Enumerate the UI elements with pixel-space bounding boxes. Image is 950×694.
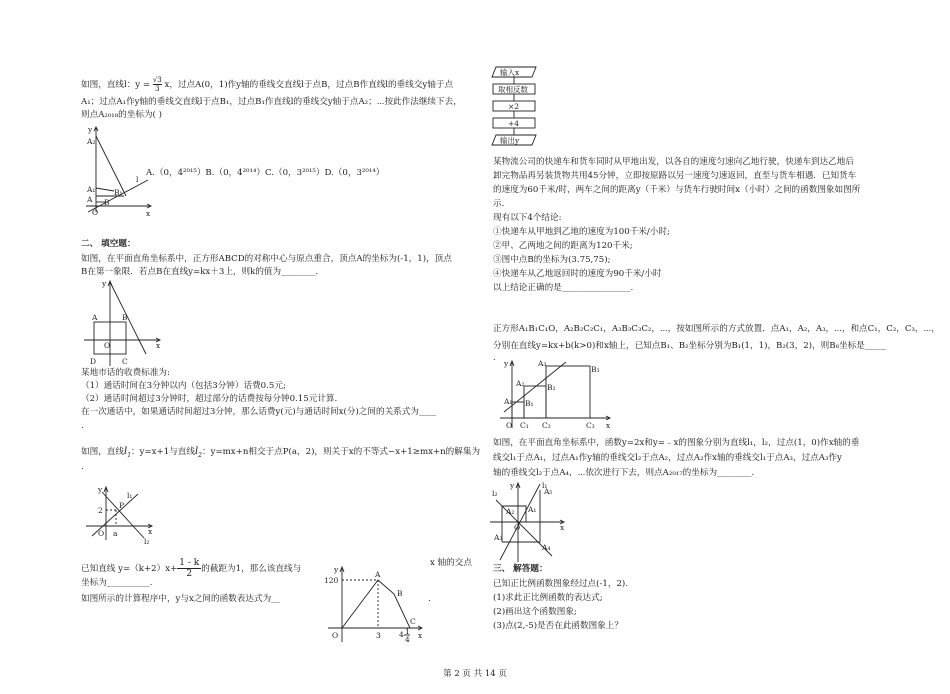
f6-l1-label: l₁ xyxy=(542,481,548,490)
f5-a1-label: A₁ xyxy=(504,397,513,406)
f5-c3-label: C₃ xyxy=(586,421,595,430)
f2-c-label: C xyxy=(122,357,128,366)
flow-negate: 取相反数 xyxy=(498,85,528,94)
f6-a2-label: A₂ xyxy=(506,507,515,516)
f5-a3-label: A₃ xyxy=(538,359,547,368)
f2-o-label: O xyxy=(104,341,111,350)
f4-x4-den: 4 xyxy=(405,635,410,644)
q1-line2: A₁；过点A₁作y轴的垂线交直线l于点B₁，过点B₁作直线l的垂线交y轴于点A₂；⋯按此作法继续下去， xyxy=(81,97,462,107)
q9-line3: 轴的垂线交l₂于点A₄，⋯依次进行下去，则点A₂₀₁₇的坐标为________. xyxy=(493,468,755,478)
q3-line2: （1）通话时间在3分钟以内（包括3分钟）话费0.5元; xyxy=(81,381,286,391)
f4-c-label: C xyxy=(410,617,416,626)
q7-line2: 卸完物品再另装货物共用45分钟，立即按原路以另一速度匀速返回，直至与货车相遇．已知货车 xyxy=(493,171,857,181)
f5-a2-label: A₂ xyxy=(516,379,525,388)
section2-heading: 二、 填空题： xyxy=(81,239,136,249)
q5-x-intercept-text: x 轴的交点 xyxy=(430,558,472,568)
q6-period: . xyxy=(428,594,431,604)
f1-x-label: x xyxy=(146,209,151,218)
q8-line3: . xyxy=(493,353,496,363)
f2-a-label: A xyxy=(92,313,98,322)
f1-o-label: O xyxy=(92,208,99,217)
f4-b-label: B xyxy=(397,589,403,598)
f3-l2-label: l₂ xyxy=(144,537,150,546)
q5-line2: 坐标为__________. xyxy=(81,578,153,588)
f1-a1-label: A₁ xyxy=(87,185,96,194)
f3-y-label: y xyxy=(98,485,103,494)
q7-conclusion3: ③图中点B的坐标为(3.75,75); xyxy=(493,255,611,265)
f4-a-label: A xyxy=(375,570,381,579)
q7-conclusion4: ④快递车从乙地返回时的速度为90千米/小时 xyxy=(493,269,662,279)
q4-line2: . xyxy=(81,462,84,472)
f6-l2-label: l₂ xyxy=(492,489,498,498)
q8-figure xyxy=(494,360,614,430)
q2-figure xyxy=(84,278,164,368)
q7-answer-line: 以上结论正确的是________________. xyxy=(493,283,634,293)
flow-input: 输入x xyxy=(500,68,520,77)
f5-y-label: y xyxy=(504,359,509,368)
q3-line3: （2）通话时间超过3分钟时，超过部分的话费按每分钟0.15元计算. xyxy=(81,394,338,404)
q7-conclusion1: ①快递车从甲地到乙地的速度为100千米/小时; xyxy=(493,227,670,237)
flowchart xyxy=(492,66,540,148)
q2-line1: 如图，在平面直角坐标系中，正方形ABCD的对称中心与原点重合，顶点A的坐标为(-1，1)，顶点 xyxy=(81,254,452,264)
f2-b-label: B xyxy=(122,313,128,322)
f4-o-label: O xyxy=(332,631,339,640)
q10-line4: (3)点(2,-5)是否在此函数图象上？ xyxy=(493,621,623,631)
f1-a-label: A xyxy=(87,195,93,204)
f6-y-label: y xyxy=(510,481,515,490)
f5-b2-label: B₂ xyxy=(547,383,556,392)
f4-x3-label: 3 xyxy=(376,631,381,640)
f3-x-label: x xyxy=(148,527,153,536)
q3-line5: . xyxy=(81,421,84,431)
f6-a5-label: A₅ xyxy=(544,487,553,496)
q8-line1: 正方形A₁B₁C₁O，A₂B₂C₂C₁，A₃B₃C₃C₂，⋯，按如图所示的方式放置．点A₁，A₂，A₃，⋯，和点C₁，C₂，C₃，⋯， xyxy=(493,324,940,334)
f3-two-label: 2 xyxy=(98,506,103,515)
q7-line1: 某物流公司的快递车和货车同时从甲地出发，以各自的速度匀速向乙地行驶，快递车到达乙地后 xyxy=(493,157,854,167)
flow-times2: ×2 xyxy=(508,102,520,111)
f5-b3-label: B₃ xyxy=(591,365,600,374)
q10-line2: (1)求此正比例函数的表达式; xyxy=(493,593,603,603)
f5-o-label: O xyxy=(506,421,513,430)
q7-line3: 的速度为60千米/时，两车之间的距离y（千米）与货车行驶时间x（小时）之间的函数图象如图所 xyxy=(493,185,861,195)
f4-x-label: x xyxy=(418,631,423,640)
f4-x4-whole: 4 xyxy=(399,630,404,639)
f4-y120-label: 120 xyxy=(324,576,339,585)
f1-l-label: l xyxy=(136,175,139,184)
f3-a-label: a xyxy=(113,529,118,538)
f5-c1-label: C₁ xyxy=(520,421,529,430)
q6-line1: 如图所示的计算程序中，y与x之间的函数表达式为__ xyxy=(81,594,280,604)
q9-line2: 线交l₁于点A₁，过点A₁作y轴的垂线交l₂于点A₂，过点A₂作x轴的垂线交l₁于点A₃，过点A₃作y xyxy=(493,453,842,463)
f6-a3-label: A₃ xyxy=(494,533,503,542)
f1-b1-label: B₁ xyxy=(114,188,123,197)
q7-line5: 现有以下4个结论: xyxy=(493,213,562,223)
f6-a1-label: A₁ xyxy=(528,505,537,514)
f6-o-label: O xyxy=(514,523,521,532)
q3-line4: 在一次通话中，如果通话时间超过3分钟，那么话费y(元)与通话时间x(分)之间的关系式为____ xyxy=(81,407,437,417)
f2-x-label: x xyxy=(156,341,161,350)
q10-line3: (2)画出这个函数图象; xyxy=(493,607,577,617)
q7-line4: 示. xyxy=(493,199,505,209)
q3-line1: 某地市话的收费标准为: xyxy=(81,368,170,378)
f3-o-label: O xyxy=(98,529,105,538)
f4-x4-num: 1 xyxy=(405,627,410,636)
q4-figure xyxy=(82,484,157,544)
f4-y-label: y xyxy=(334,565,339,574)
q10-line1: 已知正比例函数图象经过点(-1，2). xyxy=(493,579,628,589)
q9-figure xyxy=(488,480,568,564)
f3-p-label: P xyxy=(119,501,125,510)
f1-a2-label: A₂ xyxy=(87,137,96,146)
q4-line1: 如图，直线$l_1$：y=x+1与直线$l_2$：y=mx+n相交于点P(a，2)，则关于x的不等式−x+1≥mx+n的解集为 xyxy=(81,446,481,459)
q1-line3: 则点A₂₀₁₈的坐标为( ) xyxy=(81,110,162,120)
flow-plus4: +4 xyxy=(508,119,520,128)
f5-b1-label: B₁ xyxy=(525,399,534,408)
q9-line1: 如图，在平面直角坐标系中，函数y=2x和y=﹣x的图象分别为直线l₁，l₂，过点(1，0)作x轴的垂 xyxy=(493,438,860,448)
f5-x-label: x xyxy=(606,421,611,430)
f2-d-label: D xyxy=(90,357,97,366)
f3-l1-label: l₁ xyxy=(127,491,133,500)
q1-options: A.（0，4²⁰¹⁵）B.（0，4²⁰¹⁴）C.（0，3²⁰¹⁵）D.（0，3²⁰¹⁴） xyxy=(146,168,385,178)
q5-line1: 已知直线 y=（k+2）x+ $\frac{1 - k}{2}$ 的截距为1，那么该直线与 xyxy=(81,558,302,579)
q2-line2: B在第一象限．若点B在直线y=kx＋3上，则k的值为________． xyxy=(81,267,325,277)
f1-y-label: y xyxy=(88,125,93,134)
f1-b-label: B xyxy=(104,198,110,207)
q7-conclusion2: ②甲、乙两地之间的距离为120千米; xyxy=(493,241,633,251)
f6-a4-label: A₄ xyxy=(542,543,551,552)
q8-line2: 分别在直线y=kx+b(k>0)和x轴上，已知点B₁、B₂坐标分别为B₁(1，1)，B₂(3，2)，则B₈坐标是_____ xyxy=(493,341,887,351)
q1-figure xyxy=(84,122,154,217)
q1-line1: 如图，直线l：y = $\frac{√3}{3}$ x，过点A(0，1)作y轴的垂线交直线l于点B，过点B作直线l的垂线交y轴于点 xyxy=(81,76,454,93)
flow-output: 输出y xyxy=(500,136,520,145)
q4-graph-figure xyxy=(320,566,425,646)
f2-y-label: y xyxy=(102,279,107,288)
f5-c2-label: C₂ xyxy=(542,421,551,430)
page-number: 第 2 页 共 14 页 xyxy=(443,669,507,679)
section3-heading: 三、 解答题： xyxy=(493,564,548,574)
f6-x-label: x xyxy=(560,523,565,532)
